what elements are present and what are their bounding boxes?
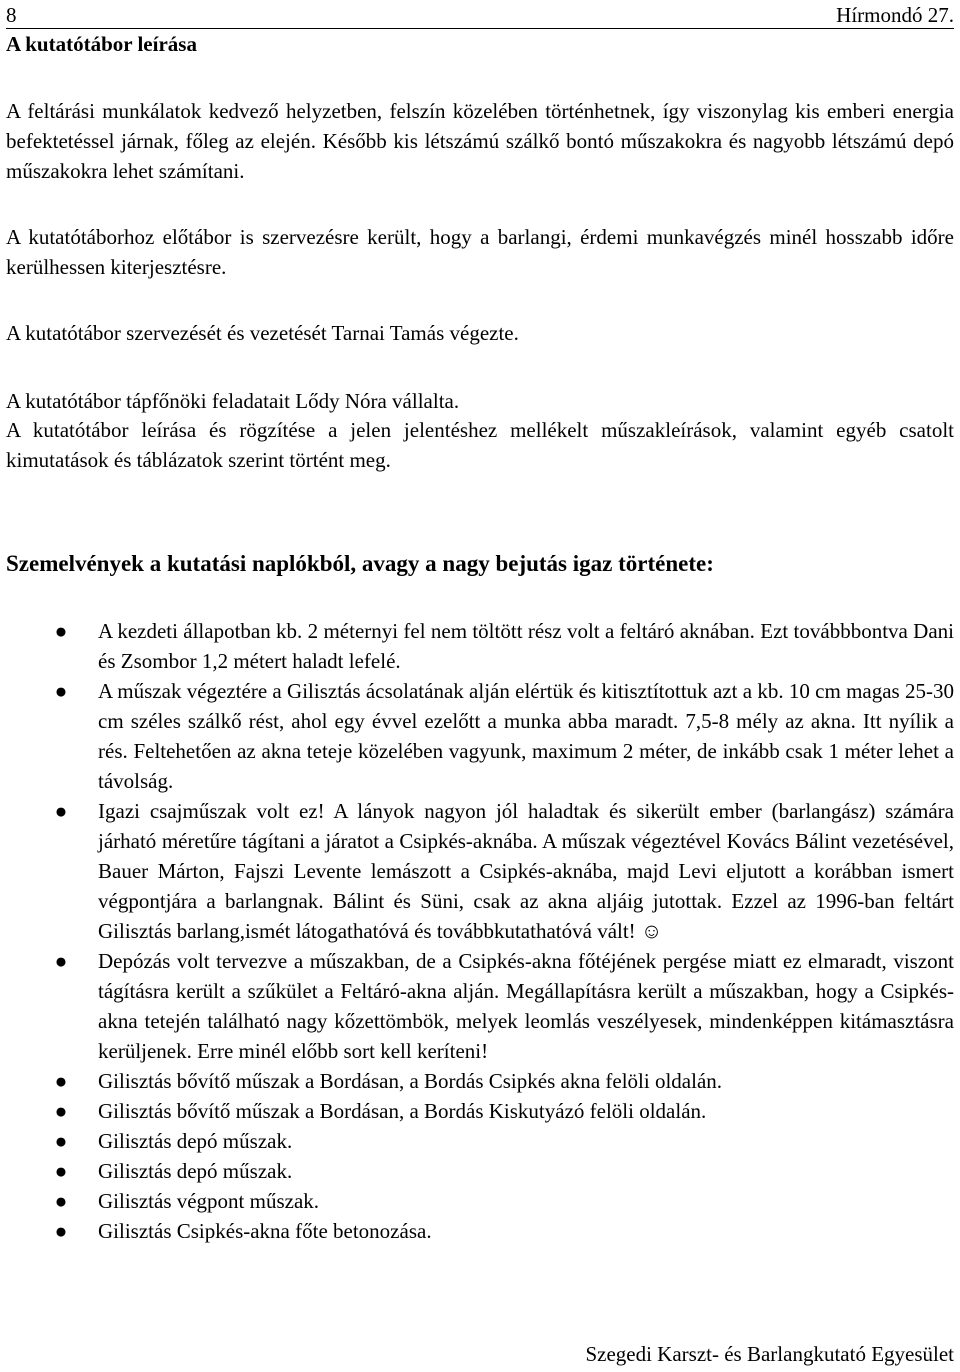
bullet-icon: ●	[54, 1219, 68, 1243]
paragraph-4: A kutatótábor tápfőnöki feladatait Lődy Nóra vállalta.	[6, 389, 460, 413]
paragraph-2: A kutatótáborhoz előtábor is szervezésre került, hogy a barlangi, érdemi munkavégzés minél hosszabb időre kerülhessen kiterjesztésre.	[6, 225, 954, 279]
list-item-text: A műszak végeztére a Gilisztás ácsolatának alján elértük és kitisztítottuk azt a kb. 10 cm magas 25-30 cm széles szálkő rést, ahol egy évvel ezelőtt a munka abba maradt. 7,5-8 mély az akna. Itt nyílik a rés. Feltehetően az akna teteje közelében vagyunk, maximum 2 méter, de inkább csak 1 méter lehet a távolság.	[98, 679, 954, 793]
bullet-icon: ●	[54, 1159, 68, 1183]
bullet-icon: ●	[54, 1099, 68, 1123]
page-number: 8	[6, 3, 17, 27]
list-item	[6, 616, 954, 676]
bullet-icon: ●	[54, 949, 68, 973]
list-item-text: A kezdeti állapotban kb. 2 méternyi fel nem töltött rész volt a feltáró aknában. Ezt továbbbontva Dani és Zsombor 1,2 métert haladt lefelé.	[98, 619, 954, 673]
list-item-text: Gilisztás Csipkés-akna főte betonozása.	[98, 1219, 432, 1243]
list-item-text: Gilisztás bővítő műszak a Bordásan, a Bordás Csipkés akna felöli oldalán.	[98, 1069, 723, 1093]
bullet-icon: ●	[54, 1189, 68, 1213]
paragraph-3: A kutatótábor szervezését és vezetését Tarnai Tamás végezte.	[6, 321, 519, 345]
list-item-text: Gilisztás depó műszak.	[98, 1129, 293, 1153]
list-item-text: Gilisztás depó műszak.	[98, 1159, 293, 1183]
bullet-icon: ●	[54, 1129, 68, 1153]
list-item	[6, 1216, 954, 1246]
list-item-text: Igazi csajműszak volt ez! A lányok nagyon jól haladtak és sikerült ember (barlangász) számára járható méretűre tágítani a járatot a Csipkés-aknába. A műszak végeztével Kovács Bálint vezetésével, Bauer Márton, Fajszi Levente lemászott a Csipkés-aknába, majd Levi eljutott a korábban ismert végpontjára a barlangnak. Bálint és Süni, csak az akna aljáig jutottak. Ezzel az 1996-ban feltárt Gilisztás barlang,ismét látogathatóvá és továbbkutathatóvá vált! ☺	[98, 799, 954, 943]
list-item-text: Depózás volt tervezve a műszakban, de a Csipkés-akna főtéjének pergése miatt ez elmaradt, viszont tágításra került a szűkület a Feltáró-akna alján. Megállapításra került a műszakban, hogy a Csipkés-akna tetején található nagy kőzettömbök, melyek leomlás veszélyesek, mindenképpen kitámasztásra kerüljenek. Erre minél előbb sort kell keríteni!	[98, 949, 954, 1063]
list-item	[6, 946, 954, 1066]
list-item	[6, 1096, 954, 1126]
bullet-icon: ●	[54, 1069, 68, 1093]
list-item	[6, 796, 954, 946]
list-item-text: Gilisztás bővítő műszak a Bordásan, a Bordás Kiskutyázó felöli oldalán.	[98, 1099, 707, 1123]
bullet-icon: ●	[54, 619, 68, 643]
bullet-icon: ●	[54, 679, 68, 703]
list-item	[6, 1066, 954, 1096]
list-item	[6, 1156, 954, 1186]
page-footer: Szegedi Karszt- és Barlangkutató Egyesület	[585, 1342, 954, 1366]
section-heading: Szemelvények a kutatási naplókból, avagy a nagy bejutás igaz története:	[6, 551, 714, 576]
list-item	[6, 1186, 954, 1216]
bullet-icon: ●	[54, 799, 68, 823]
page-header	[6, 2, 954, 29]
publication-title: Hírmondó 27.	[836, 3, 954, 27]
list-item	[6, 1126, 954, 1156]
section-title: A kutatótábor leírása	[6, 32, 197, 56]
log-excerpt-list	[6, 616, 954, 1246]
paragraph-5: A kutatótábor leírása és rögzítése a jelen jelentéshez mellékelt műszakleírások, valamint egyéb csatolt kimutatások és táblázatok szerint történt meg.	[6, 418, 954, 472]
paragraph-1: A feltárási munkálatok kedvező helyzetben, felszín közelében történhetnek, így viszonylag kis emberi energia befektetéssel járnak, főleg az elején. Később kis létszámú szálkő bontó műszakokra és nagyobb létszámú depó műszakokra lehet számítani.	[6, 99, 954, 183]
list-item-text: Gilisztás végpont műszak.	[98, 1189, 320, 1213]
list-item	[6, 676, 954, 796]
